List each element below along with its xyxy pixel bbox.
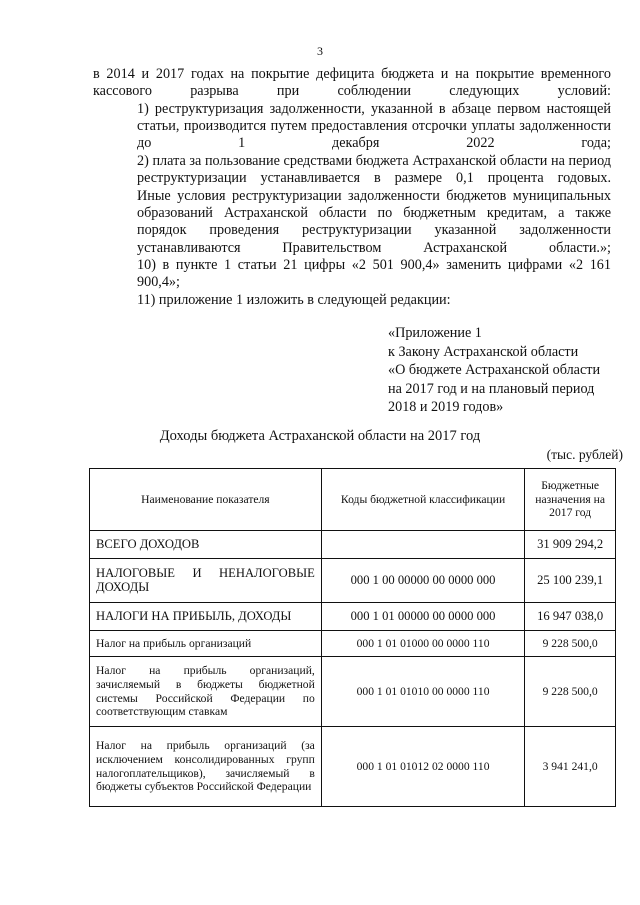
row-name: Налог на прибыль организаций (за исключением консолидированных групп налогоплательщиков), зачисляемый в бюджеты субъектов Российской Федерации [90, 727, 322, 807]
paragraph-item-1: 1) реструктуризация задолженности, указанной в абзаце первом настоящей статьи, производится путем предоставления отсрочки уплаты задолженности до 1 декабря 2022 года; [137, 101, 611, 152]
row-amount: 3 941 241,0 [525, 727, 616, 807]
row-code: 000 1 01 01010 00 0000 110 [321, 657, 524, 727]
paragraph-item-11: 11) приложение 1 изложить в следующей редакции: [137, 292, 451, 308]
revenue-table [89, 468, 616, 807]
table-row [90, 603, 616, 631]
table-header-row [90, 469, 616, 531]
appendix-line: на 2017 год и на плановый период [388, 380, 595, 397]
table-row [90, 631, 616, 657]
row-name: ВСЕГО ДОХОДОВ [90, 531, 322, 559]
row-name: Налог на прибыль организаций, зачисляемый в бюджеты бюджетной системы Российской Федерации по соответствующим ставкам [90, 657, 322, 727]
row-amount: 31 909 294,2 [525, 531, 616, 559]
table-title: Доходы бюджета Астраханской области на 2017 год [159, 428, 481, 444]
appendix-line: «О бюджете Астраханской области [388, 362, 601, 379]
paragraph-item-10: 10) в пункте 1 статьи 21 цифры «2 501 900,4» заменить цифрами «2 161 900,4»; [137, 257, 611, 291]
row-code: 000 1 01 01012 02 0000 110 [321, 727, 524, 807]
paragraph-item-2: 2) плата за пользование средствами бюджета Астраханской области на период реструктуризации устанавливается в размере 0,1 процента годовых. [137, 153, 611, 187]
header-amount: Бюджетные назначения на 2017 год [525, 469, 616, 531]
row-amount: 9 228 500,0 [525, 631, 616, 657]
appendix-header [388, 324, 628, 417]
row-code: 000 1 01 00000 00 0000 000 [321, 603, 524, 631]
row-name: НАЛОГОВЫЕ И НЕНАЛОГОВЫЕ ДОХОДЫ [90, 559, 322, 603]
table-row [90, 657, 616, 727]
row-code: 000 1 00 00000 00 0000 000 [321, 559, 524, 603]
table-units: (тыс. рублей) [546, 447, 623, 462]
appendix-line: «Приложение 1 [388, 325, 482, 341]
table-row [90, 727, 616, 807]
appendix-line: 2018 и 2019 годов» [388, 399, 504, 416]
table-row [90, 531, 616, 559]
row-amount: 25 100 239,1 [525, 559, 616, 603]
appendix-line: к Закону Астраханской области [388, 343, 579, 360]
table-row [90, 559, 616, 603]
row-code [321, 531, 524, 559]
row-code: 000 1 01 01000 00 0000 110 [321, 631, 524, 657]
row-name: НАЛОГИ НА ПРИБЫЛЬ, ДОХОДЫ [90, 603, 322, 631]
row-name: Налог на прибыль организаций [90, 631, 322, 657]
row-amount: 16 947 038,0 [525, 603, 616, 631]
paragraph-other-conditions: Иные условия реструктуризации задолженности бюджетов муниципальных образований Астраханской области по бюджетным кредитам, а также порядок проведения реструктуризации указанной задолженности устанавливаются Правительством Астраханской области.»; [137, 188, 611, 256]
header-code: Коды бюджетной классификации [321, 469, 524, 531]
header-name: Наименование показателя [90, 469, 322, 531]
row-amount: 9 228 500,0 [525, 657, 616, 727]
page-number: 3 [317, 44, 323, 58]
paragraph-continuation: в 2014 и 2017 годах на покрытие дефицита бюджета и на покрытие временного кассового разрыва при соблюдении следующих условий: [93, 66, 611, 100]
